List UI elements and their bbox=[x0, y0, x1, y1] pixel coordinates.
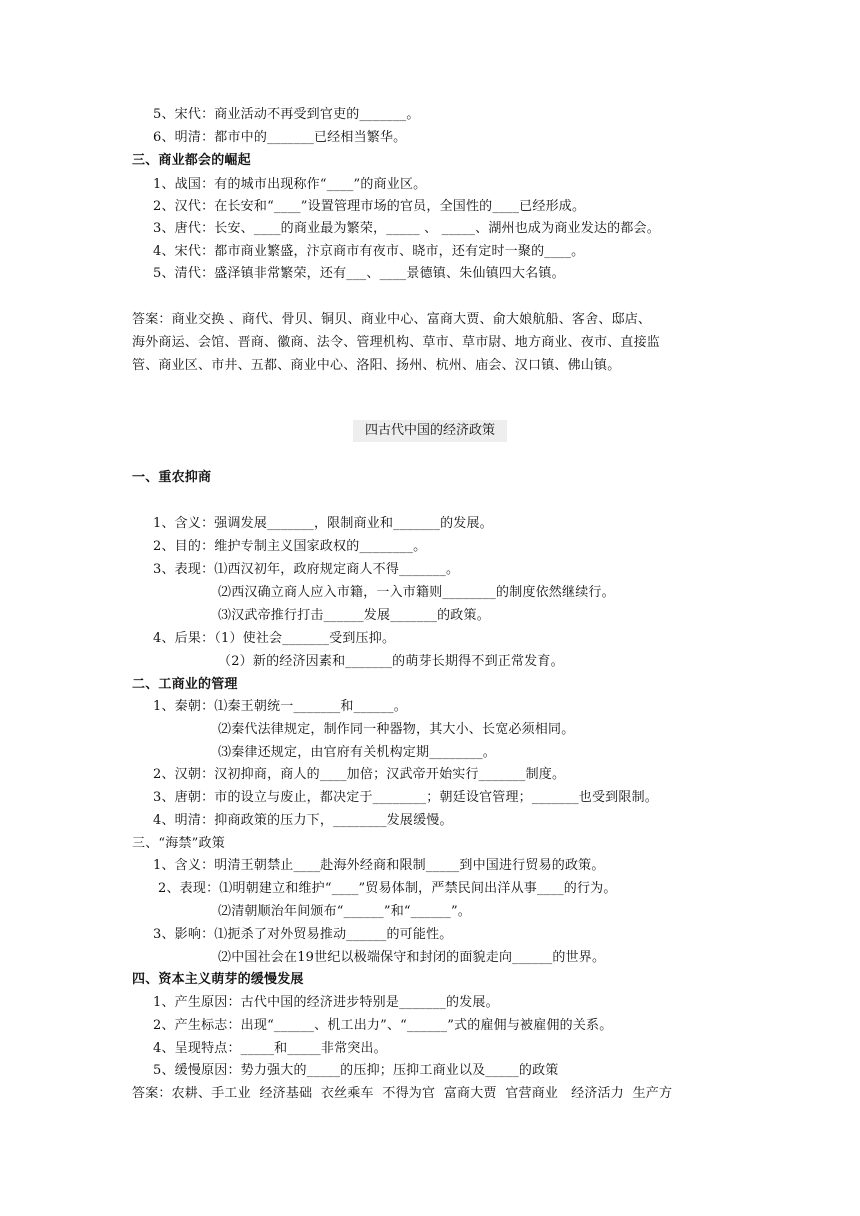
list-item: 3、影响：⑴扼杀了对外贸易推动______的可能性。 bbox=[153, 927, 453, 942]
list-item: ⑵清朝顺治年间颁布“______”和“______”。 bbox=[218, 904, 471, 919]
list-item: 1、战国：有的城市出现称作“____”的商业区。 bbox=[153, 177, 427, 192]
list-item: ⑶汉武帝推行打击______发展_______的政策。 bbox=[218, 608, 490, 623]
list-item: 1、含义：强调发展_______，限制商业和_______的发展。 bbox=[153, 516, 493, 531]
section-heading-management: 二、工商业的管理 bbox=[132, 677, 238, 692]
list-item: ⑵中国社会在19世纪以极端保守和封闭的面貌走向______的世界。 bbox=[218, 950, 606, 965]
list-item: ⑵西汉确立商人应入市籍，一入市籍则________的制度依然继续行。 bbox=[218, 585, 615, 600]
section-heading-commercial-cities: 三、商业都会的崛起 bbox=[132, 153, 251, 168]
list-item: ⑵秦代法律规定，制作同一种器物，其大小、长宽必须相同。 bbox=[218, 722, 575, 737]
list-item: ⑶秦律还规定，由官府有关机构定期________。 bbox=[218, 745, 497, 760]
ming-qing-item: 6、明清：都市中的_______已经相当繁华。 bbox=[153, 130, 407, 145]
list-item: 4、明清：抑商政策的压力下，________发展缓慢。 bbox=[153, 813, 453, 828]
song-dynasty-item: 5、宋代：商业活动不再受到官吏的_______。 bbox=[153, 107, 420, 122]
answer-line: 答案：农耕、手工业 经济基础 衣丝乘车 不得为官 富商大贾 官营商业 经济活力 生产方 bbox=[132, 1086, 673, 1101]
list-item: 2、表现：⑴明朝建立和维护“____”贸易体制，严禁民间出洋从事____的行为。 bbox=[158, 881, 617, 896]
list-item: 3、唐代：长安、____的商业最为繁荣，_____ 、 _____、湖州也成为商业发达的都会。 bbox=[153, 221, 660, 236]
list-item: 3、表现：⑴西汉初年，政府规定商人不得_______。 bbox=[153, 562, 460, 577]
list-item: 5、清代：盛泽镇非常繁荣，还有___、____景德镇、朱仙镇四大名镇。 bbox=[153, 266, 565, 281]
answer-line: 答案：商业交换 、商代、骨贝、铜贝、商业中心、富商大贾、俞大娘航船、客舍、邸店、 bbox=[132, 312, 652, 327]
list-item: 2、产生标志：出现“______、机工出力”、“______”式的雇佣与被雇佣的关系。 bbox=[153, 1018, 613, 1033]
list-item: 1、秦朝：⑴秦王朝统一_______和______。 bbox=[153, 699, 407, 714]
list-item: 1、产生原因：古代中国的经济进步特别是_______的发展。 bbox=[153, 995, 499, 1010]
list-item: 2、汉朝：汉初抑商，商人的____加倍；汉武帝开始实行_______制度。 bbox=[153, 767, 566, 782]
list-item: 3、唐朝：市的设立与废止，都决定于________；朝廷设官管理；_______也受到限制。 bbox=[153, 790, 658, 805]
page-title: 四古代中国的经济政策 bbox=[353, 420, 507, 442]
answer-line: 海外商运、会馆、晋商、徽商、法令、管理机构、草市、草市尉、地方商业、夜市、直接监 bbox=[132, 335, 661, 350]
list-item: 4、宋代：都市商业繁盛，汴京商市有夜市、晓市，还有定时一聚的____。 bbox=[153, 244, 585, 259]
answer-line: 管、商业区、市井、五都、商业中心、洛阳、扬州、杭州、庙会、汉口镇、佛山镇。 bbox=[132, 358, 621, 373]
section-heading-sea-ban: 三、“海禁”政策 bbox=[132, 836, 225, 851]
list-item: 1、含义：明清王朝禁止____赴海外经商和限制_____到中国进行贸易的政策。 bbox=[153, 858, 605, 873]
list-item: （2）新的经济因素和_______的萌芽长期得不到正常发育。 bbox=[218, 654, 564, 669]
list-item: 2、目的：维护专制主义国家政权的________。 bbox=[153, 539, 427, 554]
list-item: 4、后果：（1）使社会_______受到压抑。 bbox=[153, 631, 396, 646]
list-item: 2、汉代：在长安和“____”设置管理市场的官员，全国性的____已经形成。 bbox=[153, 199, 586, 214]
list-item: 5、缓慢原因：势力强大的_____的压抑；压抑工商业以及_____的政策 bbox=[153, 1063, 559, 1078]
list-item: 4、呈现特点：_____和_____非常突出。 bbox=[153, 1041, 387, 1056]
section-heading-agriculture: 一、重农抑商 bbox=[132, 470, 212, 485]
section-heading-capitalism: 四、资本主义萌芽的缓慢发展 bbox=[132, 972, 304, 987]
